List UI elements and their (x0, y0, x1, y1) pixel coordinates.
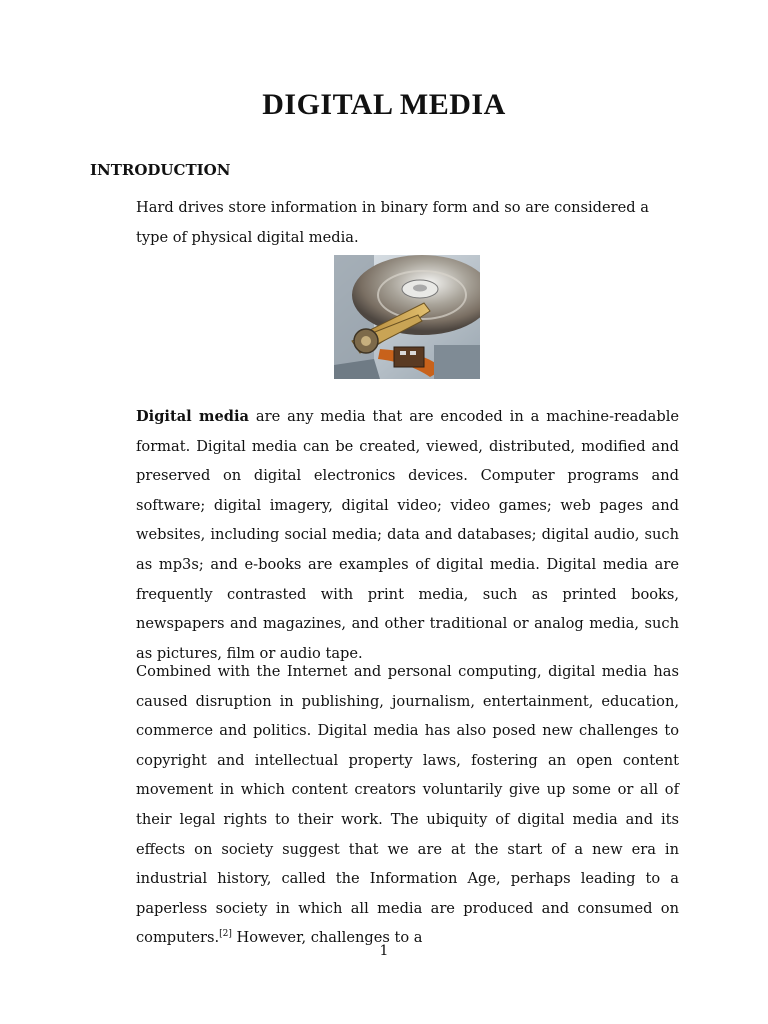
page-number: 1 (379, 943, 389, 959)
impact-text: Combined with the Internet and personal computing, digital media has caused disruption in publishing, journalism, entertainment, education, commerce and politics. Digital media has also posed new challenges to copyright and intellectual property laws, fostering an open content movement in which content creators voluntarily give up some or all of their legal rights to their work. The ubiquity of digital media and its effects on society suggest that we are at the start of a new era in industrial history, called the Information Age, perhaps leading to a paperless society in which all media are produced and consumed on computers. (136, 663, 679, 947)
citation-link[interactable]: [2] (219, 929, 232, 940)
page-title: DIGITAL MEDIA (262, 88, 506, 121)
definition-paragraph (136, 402, 679, 668)
intro-paragraph: Hard drives store information in binary form and so are considered a type of physical digital media. (136, 199, 649, 246)
impact-tail-text: However, challenges to a (231, 929, 423, 947)
impact-paragraph (136, 657, 679, 953)
section-heading: INTRODUCTION (90, 161, 231, 179)
hard-drive-photo-icon (334, 255, 480, 379)
lead-term: Digital media (136, 408, 249, 425)
hard-drive-figure (334, 255, 480, 379)
definition-text: are any media that are encoded in a machine-readable format. Digital media can be created, viewed, distributed, modified and preserved on digital electronics devices. Computer programs and software; digital imagery, digital video; video games; web pages and websites, including social media; data and databases; digital audio, such as mp3s; and e-books are examples of digital media. Digital media are frequently contrasted with print media, such as printed books, newspapers and magazines, and other traditional or analog media, such as pictures, film or audio tape. (136, 408, 679, 662)
